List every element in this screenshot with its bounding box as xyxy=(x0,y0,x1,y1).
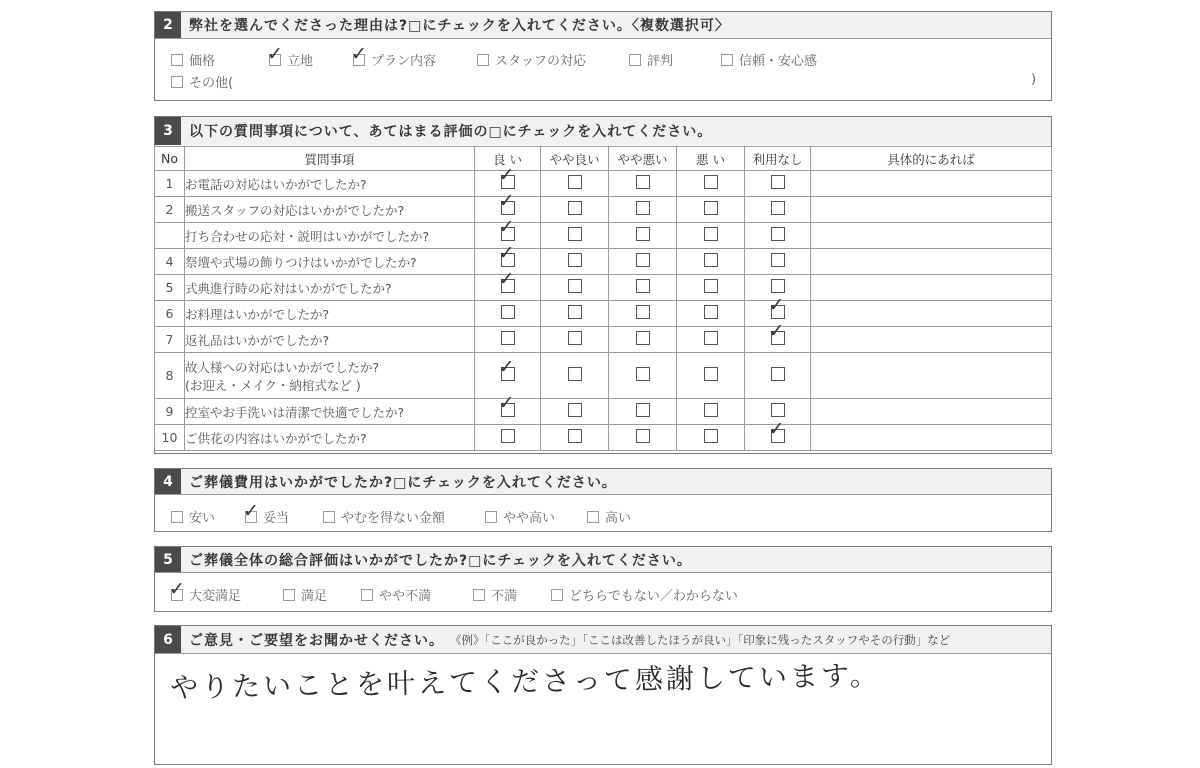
detail-cell[interactable] xyxy=(811,353,1052,399)
row-number: 8 xyxy=(155,353,185,399)
checkbox[interactable] xyxy=(323,511,335,523)
option xyxy=(361,585,431,604)
option-other xyxy=(171,72,233,91)
rating-cell xyxy=(745,249,811,275)
rating-cell xyxy=(745,418,811,451)
rating-checkbox[interactable] xyxy=(501,305,515,319)
checkbox[interactable] xyxy=(361,589,373,601)
question-line: 控室やお手洗いは清潔で快適でしたか? xyxy=(185,404,405,420)
checkbox[interactable] xyxy=(473,589,485,601)
table-header-cell: 利用なし xyxy=(745,147,811,171)
question-line: 故人様への対応はいかがでしたか? xyxy=(185,359,380,375)
detail-cell[interactable] xyxy=(811,197,1052,223)
rating-checkbox[interactable] xyxy=(636,367,650,381)
option xyxy=(629,50,673,69)
option-label: プラン内容 xyxy=(371,54,437,69)
table-row xyxy=(155,171,1052,197)
check-mark-icon: ✓ xyxy=(498,356,515,378)
check-mark-icon: ✓ xyxy=(267,42,283,65)
checkbox[interactable] xyxy=(721,54,733,66)
check-mark-icon: ✓ xyxy=(169,577,185,600)
rating-checkbox[interactable] xyxy=(704,227,718,241)
rating-checkbox[interactable] xyxy=(568,429,582,443)
rating-checkbox[interactable] xyxy=(636,279,650,293)
checkbox-other[interactable] xyxy=(171,76,183,88)
rating-cell xyxy=(677,301,745,327)
table-row xyxy=(155,425,1052,451)
table-header-row xyxy=(155,147,1052,171)
check-mark-icon: ✓ xyxy=(243,499,259,522)
rating-checkbox[interactable] xyxy=(636,429,650,443)
rating-cell xyxy=(541,197,609,223)
rating-checkbox[interactable] xyxy=(768,294,785,319)
rating-cell xyxy=(745,223,811,249)
rating-cell xyxy=(609,223,677,249)
rating-checkbox[interactable] xyxy=(771,367,785,381)
question-text xyxy=(185,399,475,425)
rating-cell xyxy=(677,275,745,301)
row-number: 10 xyxy=(155,425,185,451)
option-label: スタッフの対応 xyxy=(495,54,587,69)
rating-checkbox[interactable] xyxy=(704,175,718,189)
option xyxy=(485,507,555,526)
row-number: 1 xyxy=(155,171,185,197)
rating-cell xyxy=(475,392,541,425)
rating-checkbox[interactable] xyxy=(704,403,718,417)
rating-cell xyxy=(745,197,811,223)
row-number: 4 xyxy=(155,249,185,275)
table-header-cell: 質問事項 xyxy=(185,147,475,171)
section-4-title: ご葬儀費用はいかがでしたか?□にチェックを入れてください。 xyxy=(189,474,617,491)
rating-cell xyxy=(609,425,677,451)
checkbox[interactable] xyxy=(629,54,641,66)
checkbox[interactable] xyxy=(169,577,185,601)
option-label: どちらでもない／わからない xyxy=(569,589,738,604)
checkbox[interactable] xyxy=(243,499,259,523)
option-label: やや不満 xyxy=(379,589,432,604)
question-line: お電話の対応はいかがでしたか? xyxy=(185,176,367,192)
table-row xyxy=(155,223,1052,249)
row-number: 9 xyxy=(155,399,185,425)
rating-checkbox[interactable] xyxy=(636,201,650,215)
question-text xyxy=(185,353,475,399)
table-row xyxy=(155,275,1052,301)
checkbox[interactable] xyxy=(485,511,497,523)
option-label: やや高い xyxy=(503,511,556,526)
question-line: 返礼品はいかがでしたか? xyxy=(185,332,330,348)
option xyxy=(473,585,517,604)
rating-cell xyxy=(475,327,541,353)
detail-cell[interactable] xyxy=(811,223,1052,249)
section-6-subtitle: 《例》「ここが良かった」「ここは改善したほうが良い」「印象に残ったスタッフやその行動」など xyxy=(450,632,951,647)
rating-checkbox[interactable] xyxy=(771,201,785,215)
rating-cell xyxy=(609,327,677,353)
option xyxy=(351,42,437,69)
rating-checkbox[interactable] xyxy=(501,429,515,443)
rating-cell xyxy=(677,223,745,249)
option-label: 妥当 xyxy=(263,511,290,526)
detail-cell[interactable] xyxy=(811,249,1052,275)
rating-checkbox[interactable] xyxy=(568,305,582,319)
section-2-number: 2 xyxy=(155,12,181,38)
rating-checkbox[interactable] xyxy=(636,331,650,345)
table-header-cell: 悪 い xyxy=(677,147,745,171)
option-label: 高い xyxy=(605,511,632,526)
rating-checkbox[interactable] xyxy=(568,403,582,417)
rating-checkbox[interactable] xyxy=(768,418,785,443)
rating-checkbox[interactable] xyxy=(498,268,515,293)
question-text xyxy=(185,249,475,275)
section-4-header xyxy=(155,469,1051,495)
rating-checkbox[interactable] xyxy=(568,253,582,267)
rating-cell xyxy=(475,301,541,327)
rating-checkbox[interactable] xyxy=(498,356,515,381)
check-mark-icon: ✓ xyxy=(768,320,785,342)
row-number: 2 xyxy=(155,197,185,223)
checkbox[interactable] xyxy=(267,42,283,66)
rating-cell xyxy=(541,249,609,275)
option xyxy=(243,499,290,526)
rating-checkbox[interactable] xyxy=(636,227,650,241)
question-line: 祭壇や式場の飾りつけはいかがでしたか? xyxy=(185,254,417,270)
section-5-header xyxy=(155,547,1051,573)
table-row xyxy=(155,327,1052,353)
rating-cell xyxy=(677,425,745,451)
section-6-number: 6 xyxy=(155,626,181,653)
rating-cell xyxy=(677,171,745,197)
rating-checkbox[interactable] xyxy=(704,253,718,267)
section-2-title: 弊社を選んでくださった理由は?□にチェックを入れてください。〈複数選択可〉 xyxy=(189,18,730,34)
check-mark-icon: ✓ xyxy=(768,418,785,440)
option-label: 立地 xyxy=(287,54,314,69)
option-other-close: ) xyxy=(1031,72,1037,87)
rating-checkbox[interactable] xyxy=(704,367,718,381)
rating-cell xyxy=(541,171,609,197)
table-header-cell: やや良い xyxy=(541,147,609,171)
question-line: 打ち合わせの応対・説明はいかがでしたか? xyxy=(185,228,430,244)
table-row xyxy=(155,353,1052,399)
option xyxy=(323,507,445,526)
option-label: 不満 xyxy=(491,589,518,604)
rating-cell xyxy=(745,171,811,197)
question-text xyxy=(185,275,475,301)
option-label: 価格 xyxy=(189,54,216,69)
rating-checkbox[interactable] xyxy=(704,201,718,215)
option-label: やむを得ない金額 xyxy=(341,511,446,526)
question-line: 搬送スタッフの対応はいかがでしたか? xyxy=(185,202,405,218)
rating-checkbox[interactable] xyxy=(704,305,718,319)
rating-cell xyxy=(677,399,745,425)
rating-checkbox[interactable] xyxy=(568,279,582,293)
question-text xyxy=(185,301,475,327)
option xyxy=(169,577,242,604)
section-4-number: 4 xyxy=(155,469,181,494)
rating-checkbox[interactable] xyxy=(501,331,515,345)
rating-checkbox[interactable] xyxy=(704,331,718,345)
rating-cell xyxy=(541,223,609,249)
rating-checkbox[interactable] xyxy=(771,175,785,189)
rating-cell xyxy=(541,327,609,353)
checkbox[interactable] xyxy=(171,54,183,66)
check-mark-icon: ✓ xyxy=(498,190,515,212)
detail-cell[interactable] xyxy=(811,301,1052,327)
check-mark-icon: ✓ xyxy=(498,242,515,264)
rating-checkbox[interactable] xyxy=(636,403,650,417)
table-header-cell: 良 い xyxy=(475,147,541,171)
rating-checkbox[interactable] xyxy=(498,190,515,215)
section-5-title: ご葬儀全体の総合評価はいかがでしたか?□にチェックを入れてください。 xyxy=(189,552,692,569)
rating-cell xyxy=(609,275,677,301)
checkbox[interactable] xyxy=(351,42,367,66)
row-number: 6 xyxy=(155,301,185,327)
rating-checkbox[interactable] xyxy=(704,429,718,443)
rating-checkbox[interactable] xyxy=(771,403,785,417)
question-text xyxy=(185,223,475,249)
row-number xyxy=(155,223,185,249)
rating-checkbox[interactable] xyxy=(568,175,582,189)
table-header-cell: 具体的にあれば xyxy=(811,147,1052,171)
section-2 xyxy=(154,11,1052,101)
check-mark-icon: ✓ xyxy=(498,216,515,238)
check-mark-icon: ✓ xyxy=(768,294,785,316)
rating-checkbox[interactable] xyxy=(636,175,650,189)
table-header-cell: やや悪い xyxy=(609,147,677,171)
option-label: 評判 xyxy=(647,54,674,69)
section-3-title: 以下の質問事項について、あてはまる評価の□にチェックを入れてください。 xyxy=(189,124,713,140)
question-line: ご供花の内容はいかがでしたか? xyxy=(185,430,367,446)
handwritten-comment[interactable]: やりたいことを叶えてくださって感謝しています。 xyxy=(169,658,882,705)
checkbox[interactable] xyxy=(283,589,295,601)
rating-cell xyxy=(745,320,811,353)
detail-cell[interactable] xyxy=(811,327,1052,353)
option xyxy=(267,42,314,69)
rating-checkbox[interactable] xyxy=(498,392,515,417)
rating-checkbox[interactable] xyxy=(771,227,785,241)
option xyxy=(721,50,817,69)
rating-cell xyxy=(541,425,609,451)
rating-cell xyxy=(677,353,745,399)
option-label: 信頼・安心感 xyxy=(739,54,818,69)
checkbox[interactable] xyxy=(587,511,599,523)
section-6-title: ご意見・ご要望をお聞かせください。 xyxy=(189,632,444,649)
rating-cell xyxy=(475,425,541,451)
checkbox[interactable] xyxy=(551,589,563,601)
table-header-cell: No xyxy=(155,147,185,171)
section-3-header xyxy=(155,117,1051,145)
rating-cell xyxy=(609,301,677,327)
rating-cell xyxy=(541,353,609,399)
detail-cell[interactable] xyxy=(811,171,1052,197)
section-3-number: 3 xyxy=(155,117,181,145)
rating-checkbox[interactable] xyxy=(498,242,515,267)
rating-checkbox[interactable] xyxy=(704,279,718,293)
rating-cell xyxy=(609,171,677,197)
rating-cell xyxy=(677,249,745,275)
section-5-number: 5 xyxy=(155,547,181,572)
question-line: 式典進行時の応対はいかがでしたか? xyxy=(185,280,392,296)
rating-cell xyxy=(609,353,677,399)
rating-cell xyxy=(609,249,677,275)
question-text xyxy=(185,327,475,353)
option-label: 大変満足 xyxy=(189,589,242,604)
detail-cell[interactable] xyxy=(811,425,1052,451)
section-5 xyxy=(154,546,1052,612)
section-6-header xyxy=(155,626,1051,654)
checkbox[interactable] xyxy=(171,511,183,523)
rating-cell xyxy=(609,197,677,223)
table-row xyxy=(155,249,1052,275)
option xyxy=(551,585,738,604)
rating-checkbox[interactable] xyxy=(568,367,582,381)
question-note: (お迎え・メイク・納棺式など ) xyxy=(185,377,361,393)
rating-cell xyxy=(745,353,811,399)
rating-cell xyxy=(541,275,609,301)
rating-cell xyxy=(677,197,745,223)
rating-checkbox[interactable] xyxy=(768,320,785,345)
rating-checkbox[interactable] xyxy=(771,279,785,293)
evaluation-table xyxy=(154,146,1052,451)
rating-checkbox[interactable] xyxy=(568,201,582,215)
rating-cell xyxy=(677,327,745,353)
section-4 xyxy=(154,468,1052,532)
rating-checkbox[interactable] xyxy=(636,305,650,319)
question-text xyxy=(185,425,475,451)
table-row xyxy=(155,197,1052,223)
rating-cell xyxy=(609,399,677,425)
option xyxy=(477,50,586,69)
rating-checkbox[interactable] xyxy=(498,164,515,189)
row-number: 5 xyxy=(155,275,185,301)
option xyxy=(171,50,215,69)
table-row xyxy=(155,301,1052,327)
check-mark-icon: ✓ xyxy=(498,164,515,186)
question-text xyxy=(185,197,475,223)
rating-checkbox[interactable] xyxy=(568,331,582,345)
question-text xyxy=(185,171,475,197)
option-label: 安い xyxy=(189,511,216,526)
rating-checkbox[interactable] xyxy=(568,227,582,241)
checkbox[interactable] xyxy=(477,54,489,66)
rating-checkbox[interactable] xyxy=(636,253,650,267)
check-mark-icon: ✓ xyxy=(498,392,515,414)
option-label: 満足 xyxy=(301,589,328,604)
rating-checkbox[interactable] xyxy=(771,253,785,267)
rating-cell xyxy=(475,268,541,301)
option-other-label: その他( xyxy=(189,76,234,91)
check-mark-icon: ✓ xyxy=(498,268,515,290)
option xyxy=(171,507,215,526)
detail-cell[interactable] xyxy=(811,399,1052,425)
option xyxy=(283,585,327,604)
rating-cell xyxy=(541,399,609,425)
rating-cell xyxy=(541,301,609,327)
table-row xyxy=(155,399,1052,425)
row-number: 7 xyxy=(155,327,185,353)
option xyxy=(587,507,631,526)
section-2-header xyxy=(155,12,1051,39)
detail-cell[interactable] xyxy=(811,275,1052,301)
rating-checkbox[interactable] xyxy=(498,216,515,241)
check-mark-icon: ✓ xyxy=(351,42,367,65)
question-line: お料理はいかがでしたか? xyxy=(185,306,330,322)
